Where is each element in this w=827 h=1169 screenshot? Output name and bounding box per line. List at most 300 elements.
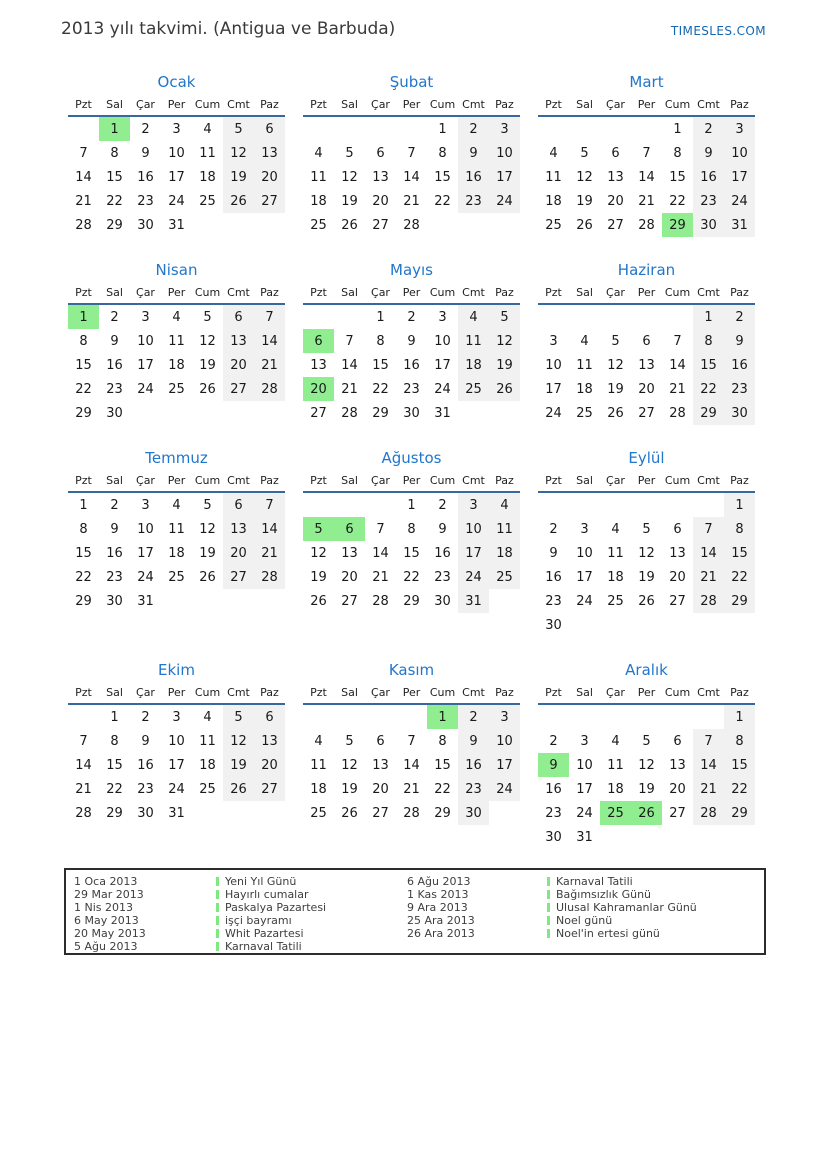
day-cell: 19	[223, 165, 254, 189]
week-row	[303, 704, 520, 729]
day-cell: 20	[254, 753, 285, 777]
empty-day-cell	[662, 613, 693, 637]
weekday-header: Cmt	[458, 98, 489, 116]
day-cell: 20	[669, 569, 686, 585]
legend-date: 5 Ağu 2013	[74, 940, 138, 953]
empty-day-cell	[538, 704, 569, 729]
day-cell: 4	[172, 309, 181, 325]
month-table	[68, 286, 285, 425]
day-cell: 8	[724, 517, 755, 541]
day-cell: 25	[310, 805, 327, 821]
day-cell: 25	[607, 593, 624, 609]
day-cell: 21	[638, 193, 655, 209]
day-cell: 15	[724, 753, 755, 777]
empty-day-cell	[600, 825, 631, 849]
day-cell: 19	[341, 781, 358, 797]
day-cell: 20	[669, 781, 686, 797]
day-cell: 25	[545, 217, 562, 233]
day-cell: 21	[254, 353, 285, 377]
day-cell: 23	[403, 381, 420, 397]
empty-day-cell	[130, 401, 161, 425]
empty-day-cell	[303, 304, 334, 329]
empty-day-cell	[223, 801, 254, 825]
weekday-header: Pzt	[303, 286, 334, 304]
empty-day-cell	[254, 401, 285, 425]
day-cell: 24	[168, 781, 185, 797]
empty-day-cell	[600, 613, 631, 637]
day-cell: 15	[106, 169, 123, 185]
legend-holiday	[547, 914, 764, 927]
day-cell: 5	[345, 733, 354, 749]
weekday-header: Sal	[99, 686, 130, 704]
day-cell: 2	[549, 733, 558, 749]
day-cell: 8	[407, 521, 416, 537]
week-row	[68, 401, 285, 425]
day-cell: 29	[372, 405, 389, 421]
day-cell: 14	[669, 357, 686, 373]
day-cell: 22	[403, 569, 420, 585]
week-row	[68, 353, 285, 377]
legend-holiday	[216, 927, 407, 940]
weekday-header: Cmt	[458, 286, 489, 304]
day-cell: 4	[314, 145, 323, 161]
weekday-header: Pzt	[538, 98, 569, 116]
day-cell: 22	[724, 565, 755, 589]
day-cell: 3	[141, 497, 150, 513]
day-cell: 30	[724, 401, 755, 425]
day-cell: 28	[638, 217, 655, 233]
months-grid	[68, 72, 755, 849]
day-cell: 15	[434, 169, 451, 185]
day-cell: 26	[638, 593, 655, 609]
holiday-marker-icon	[547, 890, 550, 899]
week-row	[68, 141, 285, 165]
holiday-marker-icon	[216, 903, 219, 912]
day-cell: 1	[99, 116, 130, 141]
day-cell: 28	[403, 805, 420, 821]
week-row	[538, 729, 755, 753]
day-cell: 18	[607, 781, 624, 797]
weekday-header: Per	[161, 286, 192, 304]
day-cell: 9	[538, 753, 569, 777]
day-cell: 4	[489, 492, 520, 517]
weekday-header: Cum	[662, 286, 693, 304]
month-block	[538, 660, 755, 849]
day-cell: 12	[223, 141, 254, 165]
day-cell: 25	[199, 781, 216, 797]
day-cell: 27	[254, 189, 285, 213]
day-cell: 11	[607, 545, 624, 561]
day-cell: 12	[489, 329, 520, 353]
day-cell: 5	[345, 145, 354, 161]
day-cell: 8	[79, 333, 88, 349]
weekday-header: Cum	[662, 474, 693, 492]
day-cell: 25	[576, 405, 593, 421]
week-row	[68, 777, 285, 801]
empty-day-cell	[631, 492, 662, 517]
day-cell: 20	[341, 569, 358, 585]
day-cell: 6	[303, 329, 334, 353]
week-row	[538, 189, 755, 213]
legend-date: 1 Nis 2013	[74, 901, 134, 914]
week-row	[303, 565, 520, 589]
weekday-header: Per	[631, 286, 662, 304]
day-cell: 13	[669, 757, 686, 773]
day-cell: 11	[607, 757, 624, 773]
empty-day-cell	[693, 492, 724, 517]
day-cell: 1	[438, 121, 447, 137]
day-cell: 28	[75, 217, 92, 233]
empty-day-cell	[569, 304, 600, 329]
day-cell: 9	[458, 141, 489, 165]
day-cell: 10	[489, 729, 520, 753]
day-cell: 22	[75, 569, 92, 585]
day-cell: 13	[607, 169, 624, 185]
day-cell: 8	[724, 729, 755, 753]
day-cell: 14	[75, 169, 92, 185]
week-row	[538, 825, 755, 849]
day-cell: 1	[407, 497, 416, 513]
day-cell: 22	[106, 193, 123, 209]
legend-holiday	[216, 914, 407, 927]
weekday-header: Per	[396, 286, 427, 304]
empty-day-cell	[489, 401, 520, 425]
day-cell: 14	[693, 753, 724, 777]
day-cell: 30	[458, 801, 489, 825]
day-cell: 25	[199, 193, 216, 209]
day-cell: 26	[223, 189, 254, 213]
legend-holiday-name: Noel günü	[556, 914, 613, 927]
month-title: Kasım	[388, 661, 435, 679]
day-cell: 22	[669, 193, 686, 209]
day-cell: 30	[137, 217, 154, 233]
week-row	[538, 589, 755, 613]
weekday-header: Paz	[254, 686, 285, 704]
empty-day-cell	[427, 213, 458, 237]
day-cell: 9	[458, 729, 489, 753]
day-cell: 8	[79, 521, 88, 537]
holiday-marker-icon	[216, 877, 219, 886]
day-cell: 13	[223, 517, 254, 541]
day-cell: 3	[172, 121, 181, 137]
week-row	[68, 189, 285, 213]
day-cell: 12	[607, 357, 624, 373]
day-cell: 17	[168, 757, 185, 773]
day-cell: 4	[314, 733, 323, 749]
day-cell: 17	[724, 165, 755, 189]
day-cell: 13	[310, 357, 327, 373]
legend-holiday	[547, 927, 764, 940]
day-cell: 28	[254, 377, 285, 401]
day-cell: 27	[223, 377, 254, 401]
empty-day-cell	[334, 116, 365, 141]
weekday-header: Çar	[600, 474, 631, 492]
week-row	[538, 213, 755, 237]
day-cell: 10	[137, 333, 154, 349]
day-cell: 28	[693, 589, 724, 613]
day-cell: 3	[438, 309, 447, 325]
day-cell: 7	[254, 304, 285, 329]
day-cell: 31	[458, 589, 489, 613]
day-cell: 24	[545, 405, 562, 421]
day-cell: 31	[576, 829, 593, 845]
day-cell: 23	[458, 189, 489, 213]
day-cell: 3	[458, 492, 489, 517]
weekday-header: Cum	[192, 286, 223, 304]
empty-day-cell	[662, 704, 693, 729]
day-cell: 9	[407, 333, 416, 349]
day-cell: 15	[403, 545, 420, 561]
day-cell: 17	[489, 753, 520, 777]
week-row	[68, 753, 285, 777]
empty-day-cell	[365, 492, 396, 517]
day-cell: 30	[545, 829, 562, 845]
holiday-marker-icon	[216, 929, 219, 938]
day-cell: 7	[693, 517, 724, 541]
weekday-header: Çar	[365, 686, 396, 704]
empty-day-cell	[569, 613, 600, 637]
empty-day-cell	[334, 492, 365, 517]
day-cell: 7	[407, 145, 416, 161]
day-cell: 2	[141, 121, 150, 137]
day-cell: 11	[168, 521, 185, 537]
weekday-header: Sal	[569, 286, 600, 304]
day-cell: 1	[79, 497, 88, 513]
day-cell: 22	[434, 193, 451, 209]
day-cell: 23	[137, 781, 154, 797]
day-cell: 24	[137, 569, 154, 585]
day-cell: 28	[75, 805, 92, 821]
day-cell: 10	[137, 521, 154, 537]
day-cell: 14	[403, 169, 420, 185]
day-cell: 19	[638, 569, 655, 585]
empty-day-cell	[223, 589, 254, 613]
week-row	[538, 329, 755, 353]
day-cell: 11	[199, 145, 216, 161]
week-row	[68, 165, 285, 189]
legend-holiday-name: Ulusal Kahramanlar Günü	[556, 901, 697, 914]
day-cell: 18	[168, 545, 185, 561]
empty-day-cell	[600, 304, 631, 329]
day-cell: 30	[434, 593, 451, 609]
day-cell: 10	[168, 145, 185, 161]
day-cell: 28	[341, 405, 358, 421]
day-cell: 23	[545, 805, 562, 821]
day-cell: 1	[68, 304, 99, 329]
weekday-header: Cum	[192, 474, 223, 492]
day-cell: 24	[434, 381, 451, 397]
weekday-header: Sal	[99, 474, 130, 492]
day-cell: 29	[693, 401, 724, 425]
month-block	[303, 260, 520, 425]
day-cell: 25	[168, 381, 185, 397]
week-row	[303, 801, 520, 825]
day-cell: 30	[545, 617, 562, 633]
legend-holiday-name: Karnaval Tatili	[225, 940, 302, 953]
day-cell: 3	[172, 709, 181, 725]
week-row	[538, 704, 755, 729]
day-cell: 8	[376, 333, 385, 349]
empty-day-cell	[223, 213, 254, 237]
empty-day-cell	[365, 704, 396, 729]
empty-day-cell	[161, 401, 192, 425]
day-cell: 26	[489, 377, 520, 401]
weekday-header: Cum	[427, 474, 458, 492]
day-cell: 15	[693, 353, 724, 377]
day-cell: 3	[141, 309, 150, 325]
day-cell: 27	[223, 565, 254, 589]
day-cell: 24	[576, 805, 593, 821]
day-cell: 21	[75, 781, 92, 797]
empty-day-cell	[538, 304, 569, 329]
weekday-header: Çar	[600, 286, 631, 304]
day-cell: 4	[611, 521, 620, 537]
day-cell: 10	[545, 357, 562, 373]
day-cell: 26	[199, 569, 216, 585]
legend-holiday-name: işçi bayramı	[225, 914, 292, 927]
month-table	[68, 474, 285, 613]
weekday-header: Pzt	[68, 686, 99, 704]
day-cell: 19	[310, 569, 327, 585]
week-row	[68, 329, 285, 353]
day-cell: 11	[576, 357, 593, 373]
month-title: Eylül	[628, 449, 665, 467]
empty-day-cell	[68, 116, 99, 141]
empty-day-cell	[458, 213, 489, 237]
day-cell: 7	[254, 492, 285, 517]
legend-holiday-name: Paskalya Pazartesi	[225, 901, 327, 914]
day-cell: 6	[642, 333, 651, 349]
weekday-header: Per	[396, 474, 427, 492]
day-cell: 7	[693, 729, 724, 753]
site-link[interactable]: TIMESLES.COM	[670, 24, 766, 38]
weekday-header: Çar	[365, 98, 396, 116]
day-cell: 29	[434, 805, 451, 821]
week-row	[68, 565, 285, 589]
month-title: Aralık	[625, 661, 668, 679]
day-cell: 23	[693, 189, 724, 213]
weekday-header: Cum	[662, 686, 693, 704]
weekday-header: Per	[161, 686, 192, 704]
weekday-header: Paz	[489, 686, 520, 704]
day-cell: 12	[223, 729, 254, 753]
empty-day-cell	[489, 801, 520, 825]
empty-day-cell	[396, 116, 427, 141]
day-cell: 14	[403, 757, 420, 773]
weekday-header: Cum	[192, 686, 223, 704]
week-row	[538, 613, 755, 637]
month-block	[68, 72, 285, 237]
weekday-header: Paz	[724, 286, 755, 304]
week-row	[303, 541, 520, 565]
week-row	[538, 304, 755, 329]
day-cell: 17	[168, 169, 185, 185]
empty-day-cell	[396, 704, 427, 729]
empty-day-cell	[254, 589, 285, 613]
day-cell: 21	[372, 569, 389, 585]
weekday-header: Sal	[334, 98, 365, 116]
day-cell: 11	[310, 169, 327, 185]
weekday-header: Cum	[192, 98, 223, 116]
day-cell: 28	[254, 565, 285, 589]
empty-day-cell	[192, 589, 223, 613]
day-cell: 9	[141, 733, 150, 749]
day-cell: 22	[75, 381, 92, 397]
holiday-marker-icon	[547, 903, 550, 912]
weekday-header: Pzt	[303, 474, 334, 492]
day-cell: 29	[106, 217, 123, 233]
month-title: Şubat	[389, 73, 434, 91]
day-cell: 14	[693, 541, 724, 565]
legend-names-col-2	[547, 875, 764, 940]
weekday-header: Per	[396, 98, 427, 116]
week-row	[303, 165, 520, 189]
day-cell: 2	[693, 116, 724, 141]
empty-day-cell	[662, 825, 693, 849]
month-block	[538, 448, 755, 637]
day-cell: 29	[724, 589, 755, 613]
weekday-header: Per	[161, 474, 192, 492]
day-cell: 16	[106, 357, 123, 373]
day-cell: 19	[223, 753, 254, 777]
weekday-header: Cmt	[223, 98, 254, 116]
day-cell: 18	[489, 541, 520, 565]
day-cell: 24	[489, 777, 520, 801]
day-cell: 1	[673, 121, 682, 137]
legend-date: 6 Ağu 2013	[407, 875, 471, 888]
day-cell: 11	[545, 169, 562, 185]
week-row	[303, 141, 520, 165]
day-cell: 23	[137, 193, 154, 209]
day-cell: 14	[254, 329, 285, 353]
day-cell: 12	[199, 333, 216, 349]
day-cell: 18	[199, 169, 216, 185]
weekday-header: Cmt	[223, 686, 254, 704]
day-cell: 13	[254, 141, 285, 165]
day-cell: 10	[576, 757, 593, 773]
empty-day-cell	[538, 492, 569, 517]
empty-day-cell	[538, 116, 569, 141]
day-cell: 22	[434, 781, 451, 797]
month-title: Ağustos	[381, 449, 442, 467]
day-cell: 6	[376, 733, 385, 749]
day-cell: 23	[458, 777, 489, 801]
page-title: 2013 yılı takvimi. (Antigua ve Barbuda)	[61, 19, 396, 39]
day-cell: 24	[724, 189, 755, 213]
day-cell: 30	[137, 805, 154, 821]
day-cell: 21	[75, 193, 92, 209]
empty-day-cell	[693, 704, 724, 729]
day-cell: 21	[341, 381, 358, 397]
day-cell: 31	[168, 805, 185, 821]
week-row	[538, 801, 755, 825]
empty-day-cell	[192, 801, 223, 825]
week-row	[68, 801, 285, 825]
week-row	[538, 492, 755, 517]
day-cell: 5	[642, 733, 651, 749]
weekday-header: Paz	[254, 98, 285, 116]
day-cell: 18	[168, 357, 185, 373]
day-cell: 30	[403, 405, 420, 421]
day-cell: 9	[724, 329, 755, 353]
day-cell: 27	[310, 405, 327, 421]
day-cell: 15	[75, 357, 92, 373]
day-cell: 12	[341, 169, 358, 185]
empty-day-cell	[600, 116, 631, 141]
day-cell: 16	[724, 353, 755, 377]
empty-day-cell	[600, 492, 631, 517]
day-cell: 13	[669, 545, 686, 561]
